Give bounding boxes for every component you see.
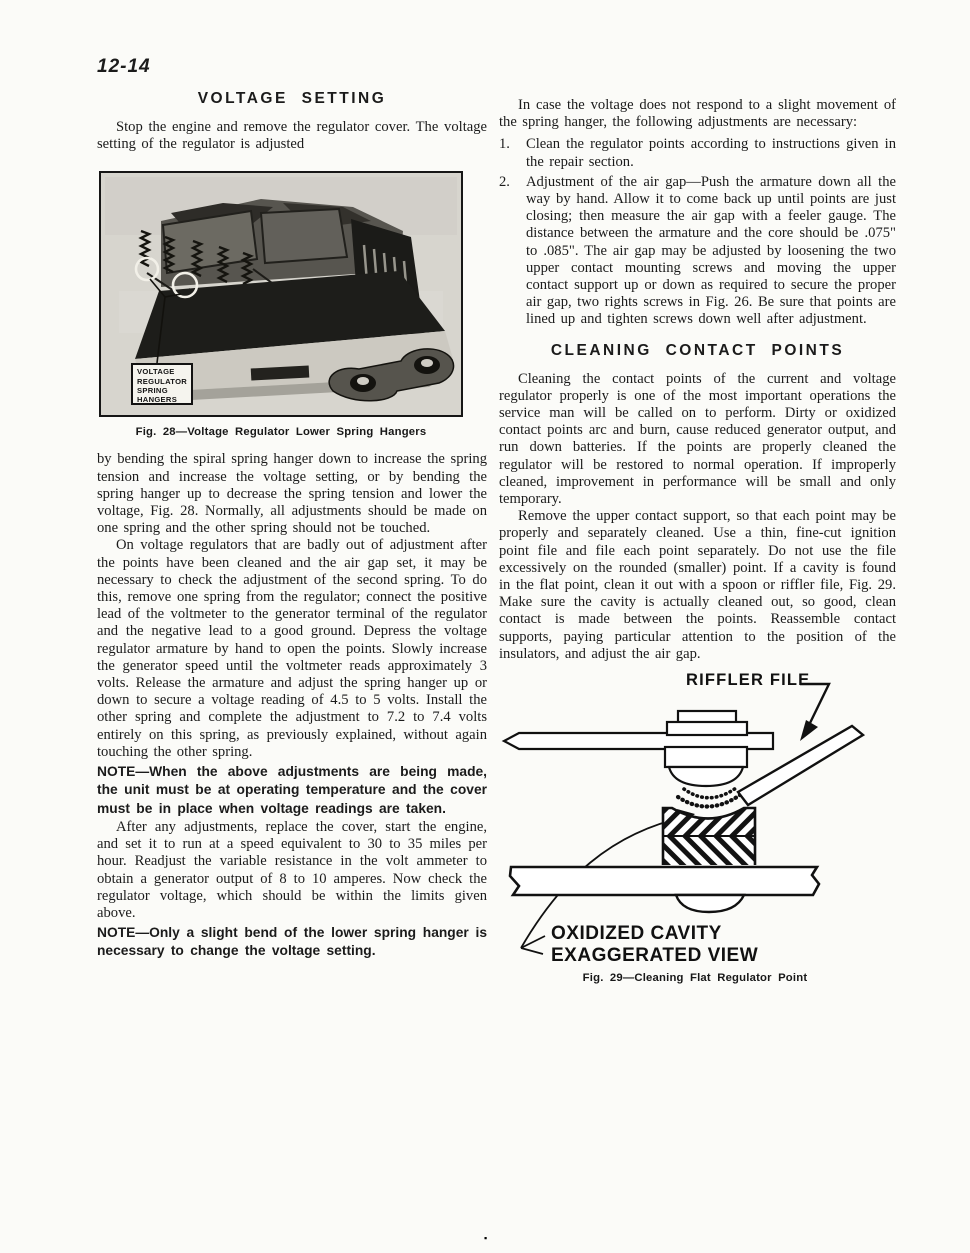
oxidized-cavity-label-line1: OXIDIZED CAVITY [551, 923, 722, 945]
oxidized-cavity-label [551, 923, 758, 966]
footer-mark: ▪ [484, 1233, 488, 1243]
left-column [97, 90, 487, 961]
paragraph-out-of-adjustment: On voltage regulators that are badly out of adjustment after the points have been cleaned and the air gap set, it may be necessary to check the adjustment of the second spring. To do this, remove one spring from the regulator; connect the positive lead of the voltmeter to the generator terminal of the regulator and the negative lead to a good ground. Depress the voltage regulator armature by hand to open the points. Slowly increase the generator speed until the voltmeter reads approximately 3 volts. Release the armature and adjust the spring hanger up or down to secure a voltage reading of 4.5 to 5 volts. Install the other spring and complete the adjustment to 7.2 to 7.4 volts entirely on this spring, as previously explained, without again touching the other spring. [97, 537, 487, 760]
note-operating-temperature: NOTE—When the above adjustments are being made, the unit must be at operating temperature and the cover must be in place when voltage readings are taken. [97, 764, 487, 816]
figure-29 [495, 665, 895, 984]
list-item [499, 136, 896, 170]
list-item-text: Adjustment of the air gap—Push the armature down all the way by hand. Allow it to come back up until points are just closing; then measure the air gap with a feeler gauge. The distance between the armature and the core should be .075" to .085". The air gap may be adjusted by loosening the two upper contact mounting screws and moving the upper contact support up or down as required to secure the proper air gap, two rights screws in Fig. 26. Be sure that points are lined up and tighten screws down well after adjustment. [526, 173, 896, 328]
figure-28-caption: Fig. 28—Voltage Regulator Lower Spring Hangers [135, 426, 427, 439]
page-number: 12-14 [97, 56, 151, 77]
paragraph-in-case: In case the voltage does not respond to a slight movement of the spring hanger, the following adjustments are necessary: [499, 97, 896, 131]
paragraph-bending: by bending the spiral spring hanger down to increase the spring tension and increase the voltage setting, or by bending the spring hanger up to decrease the spring tension and lower the voltage, Fig. 28. Normally, all adjustments should be made on one spring and the other spring should not be touched. [97, 451, 487, 537]
cleaning-contact-points-heading: CLEANING CONTACT POINTS [550, 341, 845, 359]
paragraph-after-adjustments: After any adjustments, replace the cover, start the engine, and set it to run at a speed equivalent to 30 to 35 miles per hour. Readjust the variable resistance in the volt ammeter to obtain a generator output of 8 to 10 amperes. Now check the regulator voltage, which should be within the limits given above. [97, 818, 487, 921]
voltage-setting-heading: VOLTAGE SETTING [197, 90, 387, 107]
paragraph-remove-support: Remove the upper contact support, so that each point may be properly and separately cleaned. Use a thin, fine-cut ignition point file and file each point separately. Do not use the file excessively on the rounded (smaller) point. If a cavity is found in the flat point, clean it out with a spoon or riffler file, Fig. 29. Make sure the cavity is actually cleaned out, so good, clean contact is made between the points. Reassemble contact supports, paying particular attention to the position of the insulators, and adjust the air gap. [499, 508, 896, 662]
riffler-file-label: RIFFLER FILE [686, 671, 811, 690]
label-line: REGULATOR [137, 376, 188, 386]
figure-28 [99, 171, 463, 438]
oxidized-cavity-label-line2: EXAGGERATED VIEW [551, 944, 759, 966]
adjustment-list [499, 136, 896, 328]
list-item-number: 1. [499, 136, 510, 153]
lower-contact-dome [676, 895, 744, 912]
lower-support-bar [510, 867, 819, 895]
flat-point-block [661, 801, 757, 867]
figure-29-drawing [495, 665, 895, 971]
figure-28-label-box [131, 363, 193, 405]
label-line: HANGERS [137, 395, 178, 405]
label-line: VOLTAGE [137, 367, 175, 377]
label-line: SPRING [137, 385, 168, 395]
list-item-number: 2. [499, 173, 510, 190]
list-item [499, 174, 896, 329]
paragraph-cleaning: Cleaning the contact points of the current and voltage regulator properly is one of the most important operations the service man will be called on to perform. Dirty or oxidized contact points arc and burn, cause reduced generator output, and run down batteries. If the points are properly cleaned the regulator will be restored to normal operation. If improperly cleaned, improvement in performance will be small and only temporary. [499, 370, 896, 508]
list-item-text: Clean the regulator points according to instructions given in the repair section. [526, 136, 896, 170]
riffler-leader-arrow [800, 684, 829, 741]
right-column [499, 97, 896, 984]
figure-28-photo-frame [99, 171, 463, 417]
figure-29-caption: Fig. 29—Cleaning Flat Regulator Point [582, 972, 808, 985]
upper-contact-support [665, 711, 747, 786]
oxidized-cavity-stipple [678, 788, 740, 807]
note-slight-bend: NOTE—Only a slight bend of the lower spring hanger is necessary to change the voltage setting. [97, 925, 487, 959]
voltage-setting-intro: Stop the engine and remove the regulator cover. The voltage setting of the regulator is adjusted [97, 119, 487, 153]
